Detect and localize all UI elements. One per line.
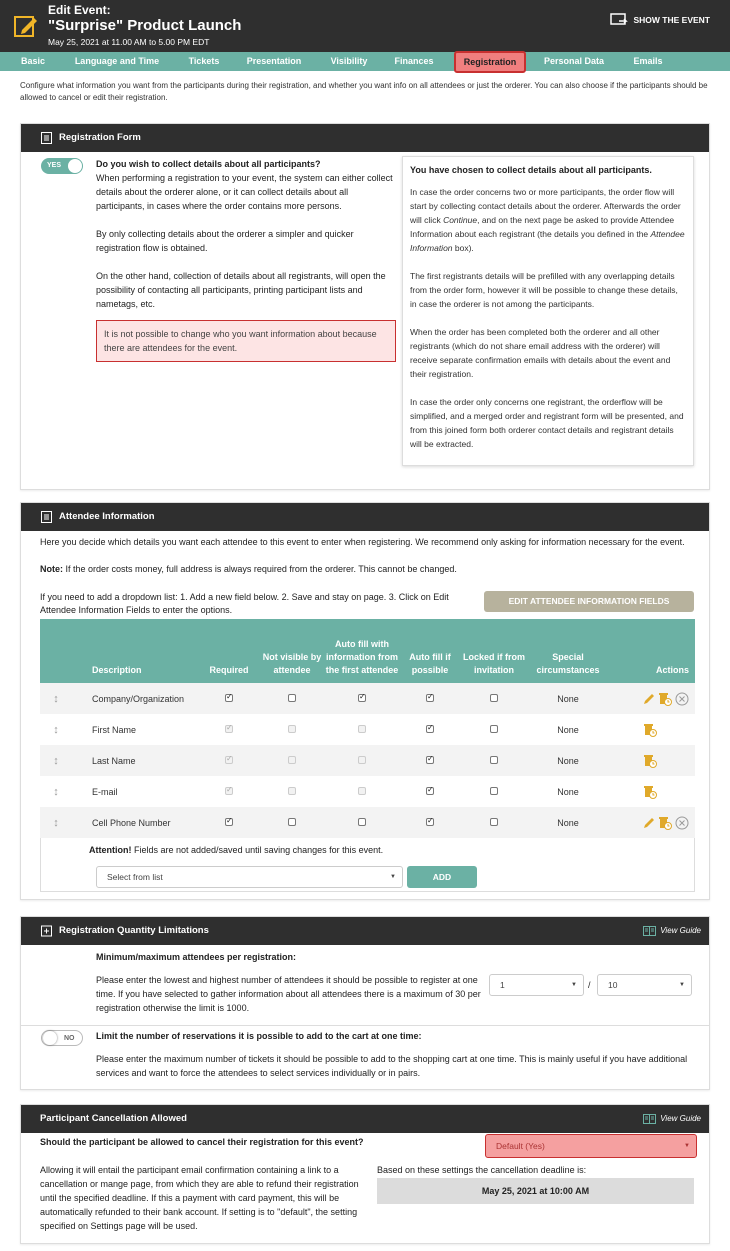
required-checkbox[interactable]: [225, 818, 233, 826]
table-row: [40, 745, 695, 776]
view-guide-label: View Guide: [660, 1114, 701, 1123]
autofill-first-checkbox: [358, 725, 366, 733]
min-attendees-value: 1: [500, 980, 505, 990]
tab-visibility[interactable]: Visibility: [330, 56, 368, 66]
attendee-info-title: Attendee Information: [59, 511, 155, 522]
book-icon: [643, 1114, 656, 1124]
registration-form-panel: [20, 123, 710, 490]
registration-form-title: Registration Form: [59, 132, 141, 143]
chevron-down-icon: ▼: [571, 982, 577, 988]
cancellation-select[interactable]: [485, 1134, 697, 1158]
max-attendees-value: 10: [608, 980, 618, 990]
trash-clock-icon[interactable]: [643, 723, 657, 737]
drag-handle-icon[interactable]: ↕: [53, 785, 59, 798]
book-icon: [643, 926, 656, 936]
not-visible-checkbox[interactable]: [288, 818, 296, 826]
limit-cart-desc: Please enter the maximum number of tickets it should be possible to add to the shopping cart at one time. This is mainly useful if you have additional services and want to force the attendees to select services individually or in pairs.: [96, 1054, 688, 1078]
collect-info-box: [402, 156, 694, 466]
attention-text: Attention! Fields are not added/saved until saving changes for this event.: [89, 845, 384, 855]
tab-registration[interactable]: Registration: [454, 51, 526, 73]
autofill-first-checkbox[interactable]: [358, 818, 366, 826]
view-guide-link[interactable]: [643, 917, 701, 945]
drag-handle-icon[interactable]: ↕: [40, 683, 72, 714]
tab-personal-data[interactable]: Personal Data: [543, 56, 605, 66]
min-max-title: Minimum/maximum attendees per registration:: [96, 952, 297, 962]
table-row: [40, 683, 695, 714]
cancellation-desc: Allowing it will entail the participant email confirmation containing a link to a cancellation or mange page, from which they are able to refund their registration until the specified deadline. If this a payment with card payment, this will be automatically refunded to their bank account. If setting is to "default", the setting specified on Settings page will be used.: [40, 1165, 359, 1231]
drag-handle-icon[interactable]: ↕: [40, 745, 72, 776]
min-attendees-select[interactable]: [489, 974, 584, 996]
chevron-down-icon: ▼: [684, 1143, 690, 1149]
chevron-down-icon: ▼: [679, 982, 685, 988]
table-row: [40, 807, 695, 838]
autofill-possible-checkbox[interactable]: [426, 725, 434, 733]
show-event-label: SHOW THE EVENT: [633, 15, 710, 25]
not-visible-checkbox: [288, 725, 296, 733]
not-visible-checkbox: [288, 756, 296, 764]
settings-icon: [41, 925, 52, 937]
drag-handle-icon[interactable]: ↕: [53, 723, 59, 736]
quantity-limitations-panel: [20, 916, 710, 1090]
special-value: None: [528, 807, 608, 838]
field-description: Cell Phone Number: [72, 807, 198, 838]
col-locked: Locked if from invitation: [460, 619, 528, 683]
document-icon: [41, 511, 52, 523]
required-checkbox: [225, 787, 233, 795]
autofill-possible-checkbox[interactable]: [426, 787, 434, 795]
divider: [21, 1025, 709, 1026]
cancellation-panel: [20, 1104, 710, 1244]
chevron-down-icon: ▼: [390, 874, 396, 880]
limit-cart-toggle[interactable]: [41, 1030, 83, 1046]
min-max-separator: /: [588, 980, 591, 990]
collect-info-title: You have chosen to collect details about all participants.: [410, 165, 652, 175]
edit-event-label: Edit Event:: [48, 3, 111, 17]
intro-text: Configure what information you want from the participants during their registration, and whether you want info on all attendees or just the orderer. You can also choose if the participants should be allowed to cancel or edit their registration.: [20, 81, 708, 102]
collect-all-toggle[interactable]: [41, 158, 83, 174]
tab-presentation[interactable]: Presentation: [246, 56, 302, 66]
collect-info-p2: The first registrants details will be prefilled with any overlapping details from the order form, however it will be possible to change these details, in case the orderer is not among the participants.: [410, 271, 678, 309]
dropdown-help: If you need to add a dropdown list: 1. Add a new field below. 2. Save and stay on page. 3. Click on Edit Attendee Information Fields to enter the options.: [40, 592, 449, 615]
col-autofill-possible: Auto fill if possible: [400, 619, 460, 683]
registration-form-header: [21, 124, 709, 152]
min-max-desc: Please enter the lowest and highest number of attendees it should be possible to register at one time. If you have selected to gather information about all attendees there is a maximum of 30 per registration otherwise the limit is 1000.: [96, 975, 481, 1013]
attendee-info-header: [21, 503, 709, 531]
remove-icon[interactable]: [675, 692, 689, 706]
edit-event-icon: [14, 14, 38, 38]
col-description: Description: [72, 619, 198, 683]
autofill-first-checkbox: [358, 756, 366, 764]
event-title: "Surprise" Product Launch: [48, 17, 242, 34]
tab-basic[interactable]: Basic: [20, 56, 46, 66]
attendee-info-panel: [20, 502, 710, 900]
autofill-possible-checkbox[interactable]: [426, 694, 434, 702]
collect-all-question: Do you wish to collect details about all participants?: [96, 159, 321, 169]
show-event-button[interactable]: [610, 13, 710, 27]
quantity-limitations-title: Registration Quantity Limitations: [59, 925, 209, 936]
autofill-first-checkbox: [358, 787, 366, 795]
cancellation-question: Should the participant be allowed to cancel their registration for this event?: [40, 1137, 364, 1147]
tab-emails[interactable]: Emails: [633, 56, 663, 66]
locked-checkbox[interactable]: [490, 756, 498, 764]
locked-checkbox[interactable]: [490, 787, 498, 795]
collect-info-p4: In case the order only concerns one registrant, the orderflow will be simplified, and a merged order and registrant form will be presented, and from this joined form both orderer contact details and registrant details will be extracted.: [410, 397, 684, 449]
special-value: None: [528, 683, 608, 714]
col-required: Required: [198, 619, 260, 683]
col-not-visible: Not visible by attendee: [260, 619, 324, 683]
autofill-first-checkbox[interactable]: [358, 694, 366, 702]
field-type-select-value: Select from list: [107, 872, 163, 882]
col-autofill-first: Auto fill with information from the first attendee: [324, 619, 400, 683]
cancellation-header: [21, 1105, 709, 1133]
event-nav: [0, 52, 730, 71]
table-row: [40, 714, 695, 745]
change-error-box: It is not possible to change who you want information about because there are attendees for the event.: [96, 320, 396, 362]
toggle-knob: [43, 1031, 57, 1045]
autofill-possible-checkbox[interactable]: [426, 756, 434, 764]
limit-cart-toggle-label: NO: [64, 1035, 75, 1042]
field-description: E-mail: [92, 786, 118, 797]
field-description: First Name: [92, 724, 137, 735]
col-actions: Actions: [608, 619, 695, 683]
special-value: None: [557, 724, 579, 735]
required-checkbox[interactable]: [225, 694, 233, 702]
required-checkbox: [225, 725, 233, 733]
collect-all-p1: When performing a registration to your event, the system can either collect details about the orderer alone, or it can collect details about all participants, in cases where the order contains more persons.: [96, 173, 393, 211]
event-date: May 25, 2021 at 11.00 AM to 5.00 PM EDT: [48, 37, 210, 47]
locked-checkbox[interactable]: [490, 725, 498, 733]
table-header-row: [40, 619, 695, 683]
field-description: Company/Organization: [72, 683, 198, 714]
special-value: None: [557, 786, 579, 797]
drag-handle-icon[interactable]: ↕: [40, 807, 72, 838]
attendee-desc: Here you decide which details you want each attendee to this event to enter when registering. We recommend only asking for information necessary for the event.: [40, 537, 685, 547]
field-type-select[interactable]: [96, 866, 403, 888]
special-value: None: [528, 745, 608, 776]
trash-clock-icon[interactable]: [643, 754, 657, 768]
pencil-icon[interactable]: [642, 692, 656, 706]
limit-cart-title: Limit the number of reservations it is possible to add to the cart at one time:: [96, 1031, 422, 1041]
field-description: Last Name: [72, 745, 198, 776]
add-field-button[interactable]: ADD: [407, 866, 477, 888]
deadline-value: May 25, 2021 at 10:00 AM: [377, 1178, 694, 1204]
trash-clock-icon[interactable]: [658, 692, 672, 706]
not-visible-checkbox: [288, 787, 296, 795]
locked-checkbox[interactable]: [490, 694, 498, 702]
trash-clock-icon[interactable]: [643, 785, 657, 799]
deadline-label: Based on these settings the cancellation deadline is:: [377, 1165, 587, 1175]
view-guide-link[interactable]: [643, 1105, 701, 1133]
table-row: [40, 776, 695, 807]
quantity-limitations-header: [21, 917, 709, 945]
tab-language-and-time[interactable]: Language and Time: [74, 56, 160, 66]
tab-tickets[interactable]: Tickets: [188, 56, 220, 66]
cancellation-title: Participant Cancellation Allowed: [40, 1113, 187, 1124]
toggle-knob: [68, 159, 82, 173]
collect-all-p2: By only collecting details about the orderer a simpler and quicker registration flow is obtained.: [96, 229, 354, 253]
collect-all-toggle-label: YES: [47, 162, 62, 169]
collect-info-p1: In case the order concerns two or more participants, the order flow will start by collecting contact details about the orderer. Afterwards the order will click Continue, and on the next page be asked to provide Attendee Information about each registrant (the details you defined in the Attendee Information box).: [410, 187, 685, 253]
collect-all-p3: On the other hand, collection of details about all registrants, will open the possibility of contacting all participants, printing participant lists and nametags, etc.: [96, 271, 386, 309]
collect-info-p3: When the order has been completed both the orderer and all other registrants (which do not share email address with the orderer) will receive separate confirmation emails with details about the event and their registration.: [410, 327, 671, 379]
locked-checkbox[interactable]: [490, 818, 498, 826]
autofill-possible-checkbox[interactable]: [426, 818, 434, 826]
document-icon: [41, 132, 52, 144]
col-special: Special circumstances: [528, 619, 608, 683]
show-event-icon: [610, 13, 628, 27]
required-checkbox: [225, 756, 233, 764]
trash-clock-icon[interactable]: [658, 816, 672, 830]
cancellation-select-value: Default (Yes): [496, 1141, 545, 1151]
page-header: [0, 0, 730, 52]
view-guide-label: View Guide: [660, 926, 701, 935]
attendee-fields-table: [40, 619, 695, 838]
max-attendees-select[interactable]: [597, 974, 692, 996]
not-visible-checkbox[interactable]: [288, 694, 296, 702]
remove-icon[interactable]: [675, 816, 689, 830]
col-handle: [40, 619, 72, 683]
tab-finances[interactable]: Finances: [394, 56, 434, 66]
attendee-note: Note: If the order costs money, full address is always required from the orderer. This cannot be changed.: [40, 564, 457, 574]
pencil-icon[interactable]: [642, 816, 656, 830]
edit-attendee-fields-button[interactable]: EDIT ATTENDEE INFORMATION FIELDS: [484, 591, 694, 612]
